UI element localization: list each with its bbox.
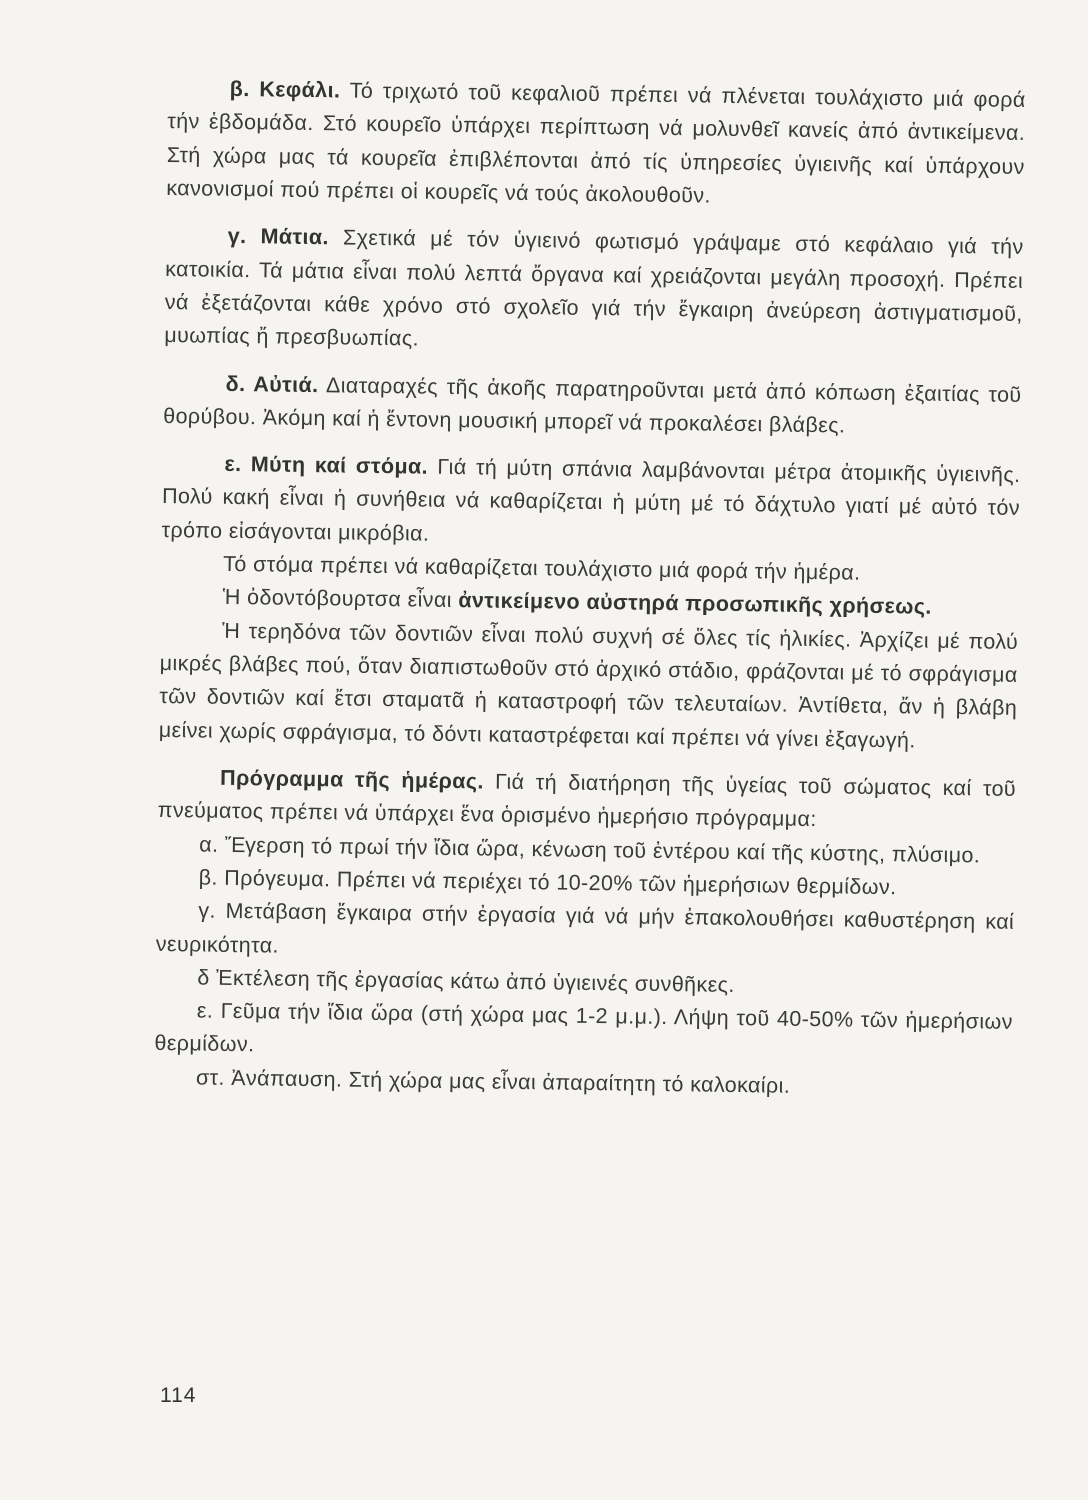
paragraph-mouth: Τό στόμα πρέπει νά καθαρίζεται τουλάχιστο μιά φορά τήν ἡμέρα. <box>222 551 861 585</box>
text-eyes: Σχετικά μέ τόν ὑγιεινό φωτισμό γράψαμε στό κεφάλαιο γιά τήν κατοικία. Τά μάτια εἶναι πολύ λεπτά ὄργανα καί χρειάζονται μεγάλη προσοχή. Πρέπει νά ἐξετάζονται κάθε χρόνο στό σχολεῖο γιά τήν ἔγκαιρη ἀνεύρεση ἀστιγματισμοῦ, μυωπίας ἤ πρεσβυωπίας. <box>164 225 1024 351</box>
text-nose-mouth: Γιά τή μύτη σπάνια λαμβάνονται μέτρα ἀτομικῆς ὑγιεινῆς. Πολύ κακή εἶναι ἡ συνήθεια νά καθαρίζεται ἡ μύτη μέ τό δάχτυλο γιατί μέ αὐτό τόν τρόπο εἰσάγονται μικρόβια. <box>161 454 1021 546</box>
paragraph-eyes <box>164 219 1024 364</box>
list-item: β. Πρόγευμα. Πρέπει νά περιέχει τό 10-20% τῶν ἡμερήσιων θερμίδων. <box>198 865 897 900</box>
heading-head: β. Κεφάλι. <box>229 76 341 103</box>
heading-ears: δ. Αὐτιά. <box>225 371 319 397</box>
list-item: γ. Μετάβαση ἔγκαιρα στήν ἐργασία γιά νά μήν ἐπακολουθήσει καθυστέρηση καί νευρικότητα. <box>155 898 1015 958</box>
paragraph-head <box>166 72 1026 217</box>
list-item: ε. Γεῦμα τήν ἴδια ὥρα (στή χώρα μας 1-2 μ.μ.). Λήψη τοῦ 40-50% τῶν ἡμερήσιων θερμίδων. <box>154 998 1013 1057</box>
paragraph-schedule <box>157 761 1016 840</box>
text-ears: Διαταραχές τῆς ἀκοῆς παρατηροῦνται μετά ἀπό κόπωση ἐξαιτίας τοῦ θορύβου. Ἀκόμη καί ἡ ἔντονη μουσική μπορεῖ νά προκαλέσει βλάβες. <box>163 372 1022 438</box>
paragraph-decay: Ἡ τερηδόνα τῶν δοντιῶν εἶναι πολύ συχνή σέ ὅλες τίς ἡλικίες. Ἀρχίζει μέ πολύ μικρές βλάβες πού, ὅταν διαπιστωθοῦν στό ἀρχικό στάδιο, φράζονται μέ τό σφράγισμα τῶν δοντιῶν καί ἔτσι σταματᾶ ἡ καταστροφή τῶν τελευταίων. Ἀντίθετα, ἄν ἡ βλάβη μείνει χωρίς σφράγισμα, τό δόντι καταστρέφεται καί πρέπει νά γίνει ἐξαγωγή. <box>158 618 1019 753</box>
list-item: δ Ἐκτέλεση τῆς ἐργασίας κάτω ἀπό ὑγιεινές συνθῆκες. <box>197 965 735 997</box>
page-number: 114 <box>160 1384 197 1407</box>
text-toothbrush: Ἡ ὀδοντόβουρτσα εἶναι <box>222 585 459 613</box>
text-head: Τό τριχωτό τοῦ κεφαλιοῦ πρέπει νά πλένεται τουλάχιστο μιά φορά τήν ἑβδομάδα. Στό κουρεῖο ὑπάρχει περίπτωση νά μολυνθεῖ κανείς ἀπό ἀντικείμενα. Στή χώρα μας τά κουρεῖα ἐπιβλέπονται ἀπό τίς ὑπηρεσίες ὑγιεινῆς καί ὑπάρχουν κανονισμοί πού πρέπει οἱ κουρεῖς νά τούς ἀκολουθοῦν. <box>166 78 1026 208</box>
heading-nose-mouth: ε. Μύτη καί στόμα. <box>224 451 429 479</box>
paragraph-nose-mouth <box>161 447 1020 559</box>
heading-eyes: γ. Μάτια. <box>227 224 330 250</box>
page-content <box>154 72 1026 1106</box>
heading-schedule: Πρόγραμμα τῆς ἡμέρας. <box>219 765 485 794</box>
paragraph-ears <box>163 366 1022 445</box>
text-schedule: Γιά τή διατήρηση τῆς ὑγείας τοῦ σώματος καί τοῦ πνεύματος πρέπει νά ὑπάρχει ἕνα ὁρισμένο ἡμερήσιο πρόγραμμα: <box>157 769 1017 832</box>
list-item: στ. Ἀνάπαυση. Στή χώρα μας εἶναι ἀπαραίτητη τό καλοκαίρι. <box>195 1065 791 1098</box>
bold-toothbrush: ἀντικείμενο αὐστηρά προσωπικῆς χρήσεως. <box>458 588 932 620</box>
list-item: α. Ἔγερση τό πρωί τήν ἴδια ὥρα, κένωση τοῦ ἐντέρου καί τῆς κύστης, πλύσιμο. <box>199 832 981 867</box>
